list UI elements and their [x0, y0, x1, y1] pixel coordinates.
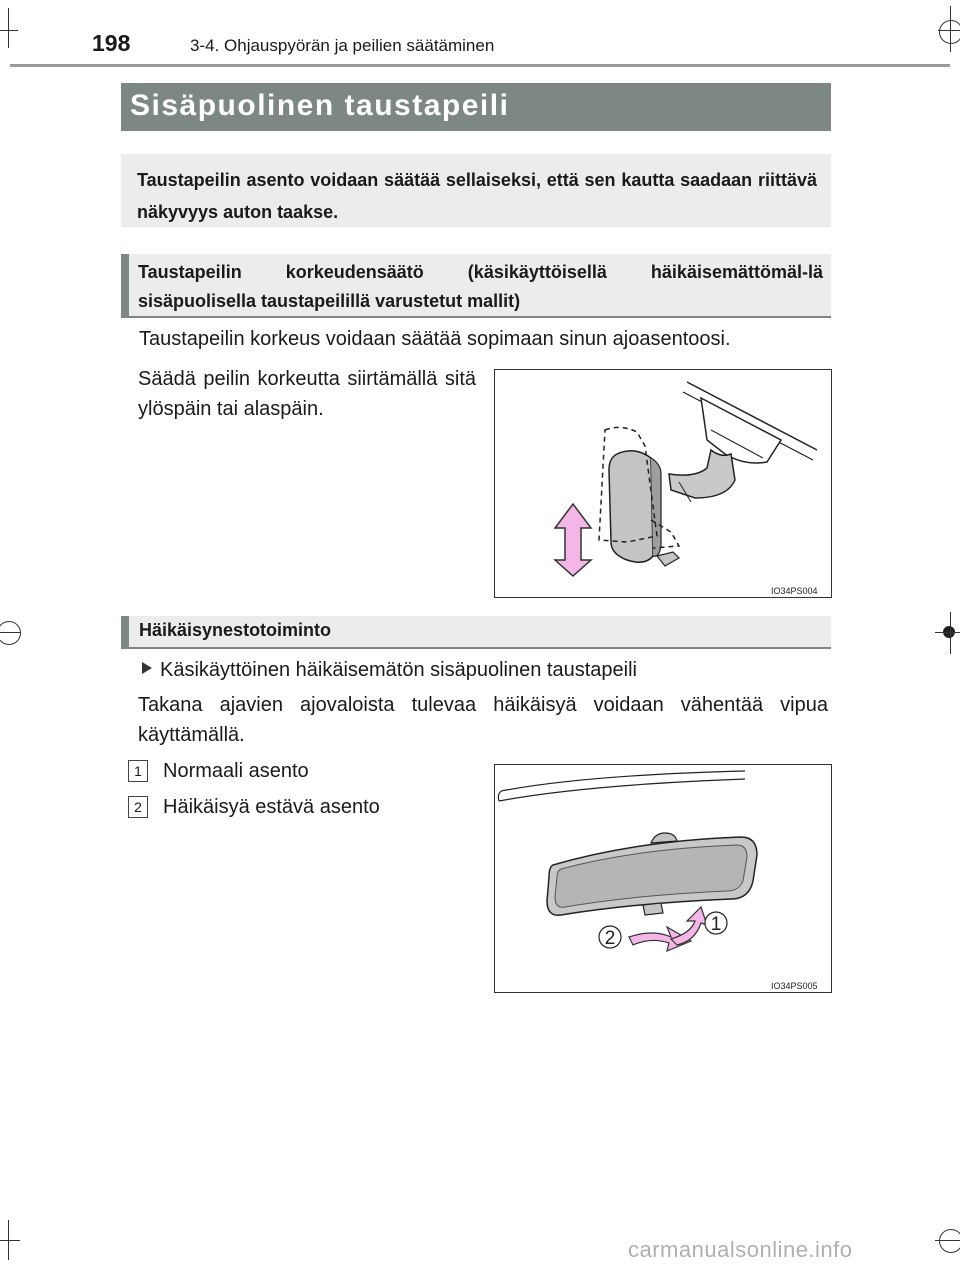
- figure-mirror-height: [494, 369, 832, 598]
- glare-paragraph: Takana ajavien ajovaloista tulevaa häikäisyä voidaan vähentää vipua käyttämällä.: [138, 694, 828, 746]
- height-paragraph: Taustapeilin korkeus voidaan säätää sopimaan sinun ajoasentoosi.: [139, 328, 731, 350]
- registration-mark: [939, 1229, 960, 1253]
- item-number-2: 2: [128, 796, 148, 818]
- section-heading-glare: Häikäisynestotoiminto: [139, 620, 332, 640]
- crop-mark: [935, 632, 960, 633]
- chapter-title: 3-4. Ohjauspyörän ja peilien säätäminen: [190, 36, 495, 55]
- mirror-height-illustration: [495, 370, 831, 597]
- triangle-bullet-icon: [139, 660, 155, 676]
- crop-mark: [950, 612, 951, 654]
- item-number-1: 1: [128, 760, 148, 782]
- section-heading-height: Taustapeilin korkeudensäätö (käsikäyttöisellä häikäisemättömäl-lä sisäpuolisella taustapeilillä varustetut mallit): [138, 262, 823, 311]
- crop-mark: [8, 1220, 9, 1260]
- crop-mark: [950, 6, 951, 52]
- callout-1: 1: [710, 914, 722, 935]
- page-title: Sisäpuolinen taustapeili: [130, 89, 510, 122]
- glare-bullet: Käsikäyttöinen häikäisemätön sisäpuolinen taustapeili: [160, 659, 637, 681]
- figure-mirror-glare: [494, 764, 832, 993]
- item-label-1: Normaali asento: [163, 760, 309, 782]
- mirror-glare-illustration: [495, 765, 831, 992]
- crop-mark: [8, 8, 9, 48]
- page-number: 198: [92, 30, 131, 56]
- crop-mark: [0, 30, 18, 31]
- height-instruction: Säädä peilin korkeutta siirtämällä sitä ylöspäin tai alaspäin.: [138, 368, 476, 420]
- figure-code: IO34PS004: [771, 586, 818, 596]
- item-label-2: Häikäisyä estävä asento: [163, 796, 380, 818]
- header-rule: [10, 64, 950, 67]
- callout-2: 2: [604, 928, 616, 949]
- figure-code: IO34PS005: [771, 981, 818, 991]
- registration-mark: [0, 621, 21, 645]
- crop-mark: [0, 1240, 20, 1241]
- crop-mark: [935, 1240, 960, 1241]
- intro-text: Taustapeilin asento voidaan säätää sellaiseksi, että sen kautta saadaan riittävä näkyvyys auton taakse.: [137, 170, 817, 222]
- watermark: carmanualsonline.info: [628, 1237, 853, 1262]
